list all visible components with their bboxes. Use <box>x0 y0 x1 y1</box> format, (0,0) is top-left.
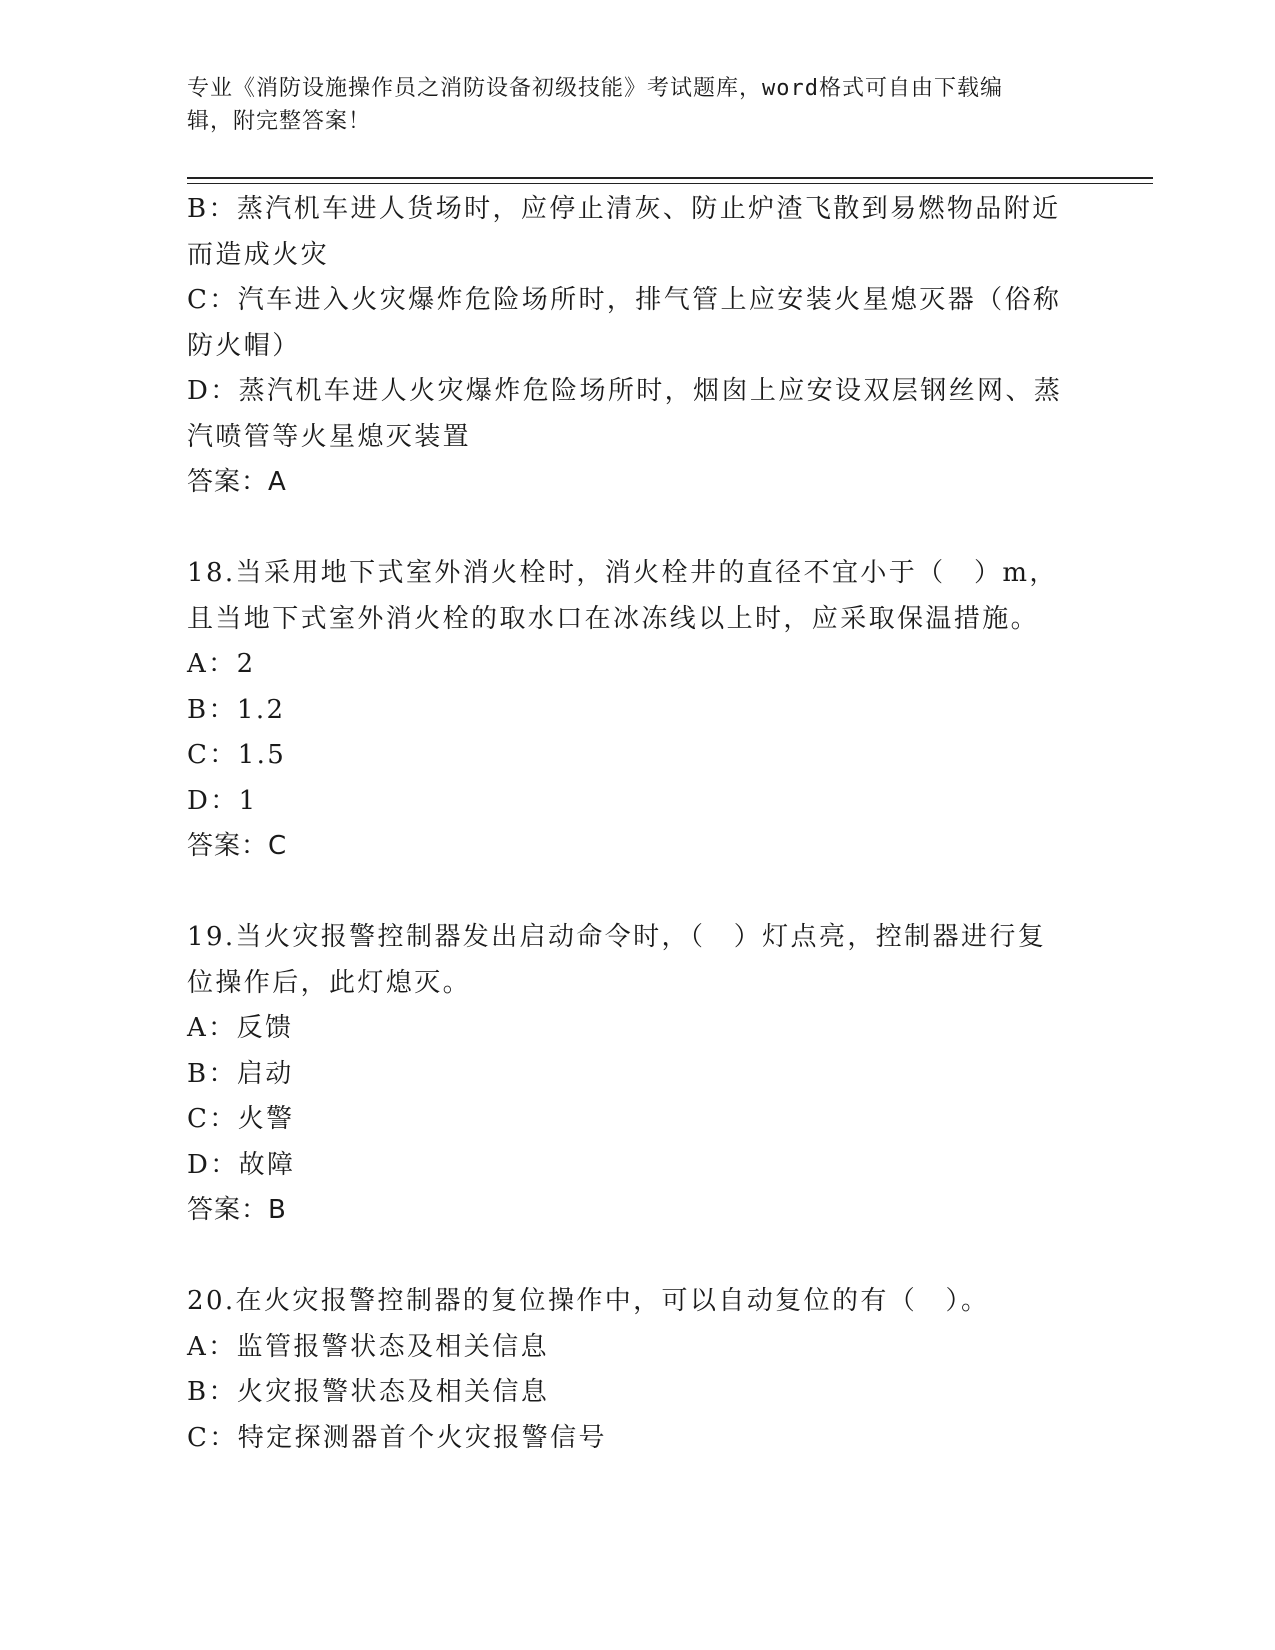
answer-line: 答案：C <box>187 831 288 861</box>
option-b: B：火灾报警状态及相关信息 <box>187 1377 550 1407</box>
header-rule-thick <box>187 177 1153 179</box>
header-line-2: 辑，附完整答案！ <box>187 109 372 134</box>
question-18 <box>187 551 1087 870</box>
option-line: 而造成火灾 <box>187 239 330 270</box>
spacer <box>187 1234 1087 1280</box>
question-stem: 18.当采用地下式室外消火栓时，消火栓井的直径不宜小于（ ）m， <box>187 558 1058 588</box>
option-a: A：监管报警状态及相关信息 <box>187 1331 549 1362</box>
option-a: A：2 <box>187 649 256 679</box>
option-c: C：火警 <box>187 1104 295 1134</box>
question-stem: 位操作后，此灯熄灭。 <box>187 967 472 998</box>
header-rule-thin <box>187 183 1153 184</box>
document-header <box>187 72 1067 138</box>
question-content <box>187 187 1087 1461</box>
answer-line: 答案：B <box>187 1195 287 1225</box>
question-20 <box>187 1279 1087 1461</box>
option-c: C：1.5 <box>187 740 287 770</box>
option-b: B：1.2 <box>187 694 286 725</box>
option-c <box>187 278 1087 369</box>
option-line: B：蒸汽机车进人货场时，应停止清灰、防止炉渣飞散到易燃物品附近 <box>187 194 1061 224</box>
option-d <box>187 369 1087 460</box>
option-line: 防火帽） <box>187 330 301 361</box>
spacer <box>187 870 1087 916</box>
option-b <box>187 187 1087 278</box>
spacer <box>187 506 1087 552</box>
option-d: D：故障 <box>187 1149 296 1180</box>
option-line: D：蒸汽机车进人火灾爆炸危险场所时，烟囱上应安设双层钢丝网、蒸 <box>187 376 1063 406</box>
answer-line: 答案：A <box>187 467 287 497</box>
question-stem: 20.在火灾报警控制器的复位操作中，可以自动复位的有（ ）。 <box>187 1286 990 1316</box>
question-stem: 且当地下式室外消火栓的取水口在冰冻线以上时，应采取保温措施。 <box>187 603 1040 634</box>
option-d: D：1 <box>187 785 258 816</box>
option-line: C：汽车进入火灾爆炸危险场所时，排气管上应安装火星熄灭器（俗称 <box>187 285 1062 315</box>
option-b: B：启动 <box>187 1058 294 1089</box>
option-a: A：反馈 <box>187 1013 294 1043</box>
option-line: 汽喷管等火星熄灭装置 <box>187 421 472 452</box>
option-c: C：特定探测器首个火灾报警信号 <box>187 1422 607 1453</box>
question-stem: 19.当火灾报警控制器发出启动命令时，（ ）灯点亮，控制器进行复 <box>187 922 1047 952</box>
question-19 <box>187 915 1087 1234</box>
header-line-1: 专业《消防设施操作员之消防设备初级技能》考试题库，word格式可自由下载编 <box>187 76 1003 101</box>
